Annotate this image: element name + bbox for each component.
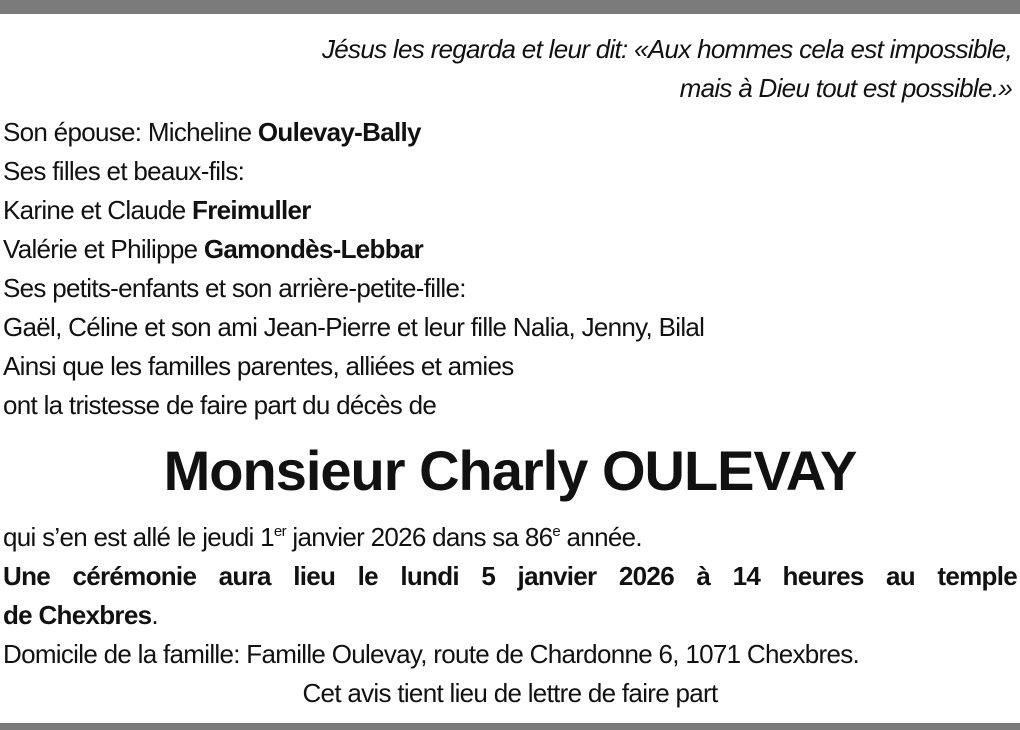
bottom-divider: [0, 723, 1020, 730]
ceremony-line-2: [3, 596, 1017, 635]
ordinal-superscript-1: er: [273, 523, 286, 540]
couple-2-name: Gamondès-Lebbar: [203, 234, 424, 264]
details-block: [3, 518, 1017, 713]
ceremony-line-1: Une cérémonie aura lieu le lundi 5 janvier 2026 à 14 heures au temple: [3, 561, 1017, 591]
domicile-line: Domicile de la famille: Famille Oulevay, route de Chardonne 6, 1071 Chexbres.: [3, 639, 860, 669]
couple-1-prefix: Karine et Claude: [3, 195, 193, 225]
death-text-3: année.: [560, 522, 642, 552]
quote-line-2: mais à Dieu tout est possible.»: [679, 73, 1012, 103]
death-line: [3, 518, 1017, 557]
bible-quote: [322, 30, 1012, 108]
spouse-name: Oulevay-Bally: [257, 117, 421, 147]
ceremony-location: de Chexbres: [3, 600, 152, 630]
deceased-name: Monsieur Charly OULEVAY: [163, 439, 857, 502]
announcement-line: ont la tristesse de faire part du décès de: [3, 390, 437, 420]
couple-2-line: [3, 230, 704, 269]
couple-1-line: [3, 191, 704, 230]
death-text-1: qui s’en est allé le jeudi 1: [3, 522, 274, 552]
top-divider: [0, 0, 1020, 14]
family-list: [3, 113, 704, 425]
grandchildren-list: Gaël, Céline et son ami Jean-Pierre et leur fille Nalia, Jenny, Bilal: [3, 312, 705, 342]
daughters-heading: Ses filles et beaux-fils:: [3, 156, 245, 186]
couple-1-name: Freimuller: [192, 195, 311, 225]
quote-line-1: Jésus les regarda et leur dit: «Aux hommes cela est impossible,: [321, 34, 1012, 64]
closing-note: Cet avis tient lieu de lettre de faire part: [302, 678, 718, 708]
death-text-2: janvier 2026 dans sa 86: [285, 522, 553, 552]
ceremony-period: .: [151, 600, 158, 630]
spouse-line: [3, 113, 704, 152]
couple-2-prefix: Valérie et Philippe: [3, 234, 204, 264]
relatives-line: Ainsi que les familles parentes, alliées et amies: [3, 351, 514, 381]
grandchildren-heading: Ses petits-enfants et son arrière-petite-fille:: [3, 273, 466, 303]
spouse-prefix: Son épouse: Micheline: [3, 117, 258, 147]
ordinal-superscript-2: e: [552, 523, 561, 540]
